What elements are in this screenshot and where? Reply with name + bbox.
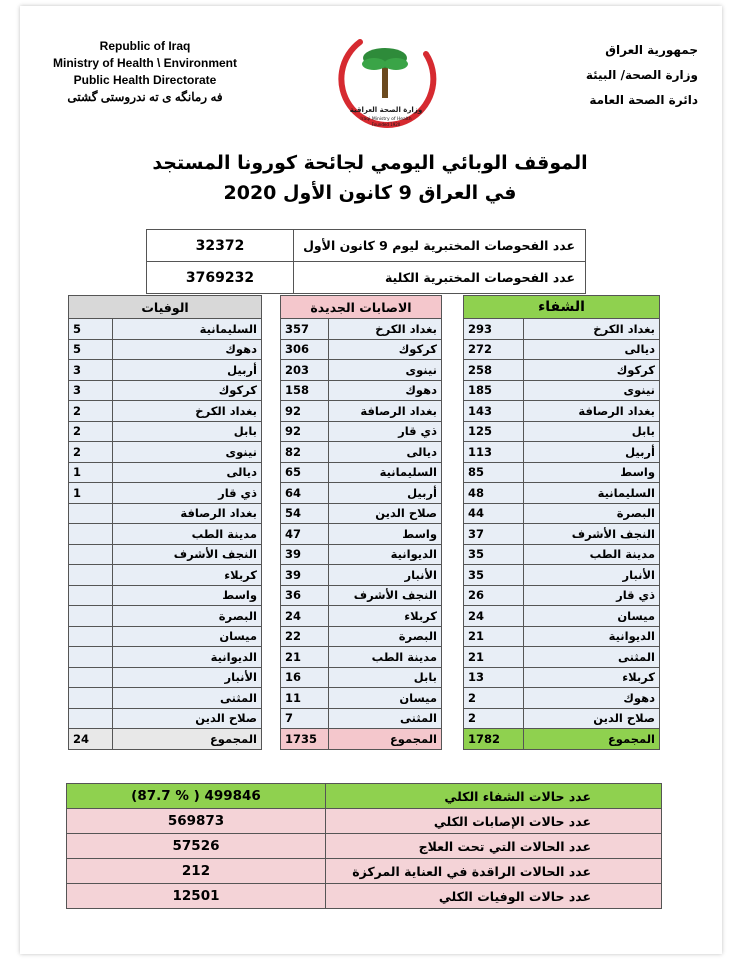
row-governorate: الأنبار xyxy=(524,565,660,586)
table-row xyxy=(281,401,442,422)
row-value: 21 xyxy=(281,647,329,668)
tests-row-total xyxy=(147,262,586,294)
row-governorate: مدينة الطب xyxy=(113,524,262,545)
row-value: 2 xyxy=(69,442,113,463)
total-row xyxy=(464,729,660,750)
table-row xyxy=(281,339,442,360)
row-value: 21 xyxy=(464,647,524,668)
row-value xyxy=(69,626,113,647)
row-governorate: ديالى xyxy=(113,462,262,483)
title-line-2: في العراق 9 كانون الأول 2020 xyxy=(223,182,517,204)
row-value: 24 xyxy=(464,606,524,627)
row-governorate: أربيل xyxy=(524,442,660,463)
table-row xyxy=(464,319,660,340)
total-label: المجموع xyxy=(329,729,442,750)
summary-row xyxy=(67,834,662,859)
row-governorate: الأنبار xyxy=(113,667,262,688)
header-ar-line: دائرة الصحة العامة xyxy=(589,93,698,107)
row-value: 306 xyxy=(281,339,329,360)
table-row xyxy=(69,524,262,545)
row-value: 2 xyxy=(69,421,113,442)
table-row xyxy=(464,442,660,463)
row-governorate: بغداد الرصافة xyxy=(524,401,660,422)
row-governorate: المثنى xyxy=(113,688,262,709)
table-row xyxy=(464,339,660,360)
row-value: 125 xyxy=(464,421,524,442)
row-governorate: أربيل xyxy=(329,483,442,504)
table-row xyxy=(281,688,442,709)
header-en-line: Ministry of Health \ Environment xyxy=(52,56,238,70)
row-governorate: الديوانية xyxy=(329,544,442,565)
table-row xyxy=(464,606,660,627)
logo-arabic-text: وزارة الصحة العراقية xyxy=(349,106,423,114)
row-value: 16 xyxy=(281,667,329,688)
row-value: 143 xyxy=(464,401,524,422)
row-governorate: النجف الأشرف xyxy=(524,524,660,545)
row-value: 272 xyxy=(464,339,524,360)
row-value: 5 xyxy=(69,339,113,360)
row-governorate: السليمانية xyxy=(113,319,262,340)
row-governorate: السليمانية xyxy=(329,462,442,483)
table-row xyxy=(464,360,660,381)
row-value: 85 xyxy=(464,462,524,483)
recoveries-header-row xyxy=(464,296,660,319)
table-row xyxy=(281,360,442,381)
row-value: 2 xyxy=(69,401,113,422)
deaths-header-row xyxy=(69,296,262,319)
table-row xyxy=(69,503,262,524)
row-governorate: كربلاء xyxy=(113,565,262,586)
tests-daily-label: عدد الفحوصات المختبرية ليوم 9 كانون الأول xyxy=(294,230,586,262)
summary-label: عدد الحالات الراقدة في العناية المركزة xyxy=(326,859,662,884)
table-row xyxy=(69,708,262,729)
table-row xyxy=(281,585,442,606)
tests-total-label: عدد الفحوصات المختبرية الكلية xyxy=(294,262,586,294)
row-governorate: نينوى xyxy=(329,360,442,381)
table-row xyxy=(69,483,262,504)
row-governorate: ذي قار xyxy=(524,585,660,606)
table-row xyxy=(464,503,660,524)
total-row xyxy=(69,729,262,750)
table-row xyxy=(281,380,442,401)
table-row xyxy=(464,626,660,647)
new-cases-header-row xyxy=(281,296,442,319)
new-cases-header: الاصابات الجديدة xyxy=(281,296,442,319)
table-row xyxy=(281,667,442,688)
logo-english-text: Iraqi Ministry of Health xyxy=(360,117,412,122)
summary-table xyxy=(66,783,662,909)
row-governorate: كركوك xyxy=(113,380,262,401)
table-row xyxy=(69,401,262,422)
row-governorate: دهوك xyxy=(524,688,660,709)
table-row xyxy=(69,626,262,647)
table-row xyxy=(464,667,660,688)
row-governorate: ميسان xyxy=(524,606,660,627)
row-governorate: ذي قار xyxy=(113,483,262,504)
tests-daily-value: 32372 xyxy=(147,230,294,262)
row-value: 35 xyxy=(464,565,524,586)
table-row xyxy=(464,524,660,545)
row-value: 185 xyxy=(464,380,524,401)
row-governorate: النجف الأشرف xyxy=(113,544,262,565)
table-row xyxy=(464,421,660,442)
row-value: 113 xyxy=(464,442,524,463)
row-governorate: صلاح الدين xyxy=(113,708,262,729)
row-governorate: ديالى xyxy=(329,442,442,463)
row-value: 13 xyxy=(464,667,524,688)
row-value: 48 xyxy=(464,483,524,504)
row-value xyxy=(69,585,113,606)
header-ar-line: جمهورية العراق xyxy=(605,43,698,57)
deaths-header: الوفيات xyxy=(69,296,262,319)
table-row xyxy=(69,688,262,709)
row-value xyxy=(69,544,113,565)
row-value: 54 xyxy=(281,503,329,524)
table-row xyxy=(281,647,442,668)
row-governorate: الديوانية xyxy=(524,626,660,647)
summary-value: 12501 xyxy=(67,884,326,909)
row-value: 24 xyxy=(281,606,329,627)
row-value: 3 xyxy=(69,380,113,401)
row-value: 22 xyxy=(281,626,329,647)
row-governorate: بغداد الكرخ xyxy=(524,319,660,340)
deaths-table xyxy=(68,295,262,750)
table-row xyxy=(69,585,262,606)
row-governorate: ميسان xyxy=(113,626,262,647)
total-label: المجموع xyxy=(524,729,660,750)
row-governorate: بغداد الرصافة xyxy=(329,401,442,422)
row-governorate: البصرة xyxy=(524,503,660,524)
row-value xyxy=(69,708,113,729)
row-value xyxy=(69,503,113,524)
row-governorate: كركوك xyxy=(329,339,442,360)
row-governorate: المثنى xyxy=(329,708,442,729)
row-governorate: السليمانية xyxy=(524,483,660,504)
title-line-1: الموقف الوبائي اليومي لجائحة كورونا المستجد xyxy=(152,152,588,174)
row-governorate: ديالى xyxy=(524,339,660,360)
row-value: 36 xyxy=(281,585,329,606)
table-row xyxy=(464,462,660,483)
row-value xyxy=(69,565,113,586)
row-value xyxy=(69,524,113,545)
ministry-logo xyxy=(330,24,440,134)
row-governorate: بغداد الرصافة xyxy=(113,503,262,524)
total-value: 1782 xyxy=(464,729,524,750)
row-governorate: المثنى xyxy=(524,647,660,668)
header-en-line: Republic of Iraq xyxy=(99,39,191,53)
table-row xyxy=(69,319,262,340)
table-row xyxy=(281,442,442,463)
table-row xyxy=(69,380,262,401)
header-english xyxy=(30,38,260,106)
summary-row xyxy=(67,859,662,884)
row-governorate: دهوك xyxy=(329,380,442,401)
row-value: 357 xyxy=(281,319,329,340)
summary-label: عدد حالات الإصابات الكلي xyxy=(326,809,662,834)
row-governorate: مدينة الطب xyxy=(329,647,442,668)
summary-value: 212 xyxy=(67,859,326,884)
row-governorate: بغداد الكرخ xyxy=(329,319,442,340)
row-governorate: البصرة xyxy=(113,606,262,627)
table-row xyxy=(464,483,660,504)
row-value: 158 xyxy=(281,380,329,401)
palm-leaf-left xyxy=(362,58,386,70)
table-row xyxy=(69,544,262,565)
table-row xyxy=(464,708,660,729)
summary-label: عدد حالات الشفاء الكلي xyxy=(326,784,662,809)
row-value: 21 xyxy=(464,626,524,647)
row-governorate: واسط xyxy=(113,585,262,606)
summary-row xyxy=(67,809,662,834)
tests-row-daily xyxy=(147,230,586,262)
table-row xyxy=(464,380,660,401)
header-arabic xyxy=(498,38,698,113)
table-row xyxy=(281,606,442,627)
table-row xyxy=(281,503,442,524)
row-value: 64 xyxy=(281,483,329,504)
row-governorate: أربيل xyxy=(113,360,262,381)
table-row xyxy=(464,688,660,709)
tests-table xyxy=(146,229,586,294)
row-value: 203 xyxy=(281,360,329,381)
table-row xyxy=(69,360,262,381)
row-governorate: كربلاء xyxy=(329,606,442,627)
row-value: 65 xyxy=(281,462,329,483)
row-value: 11 xyxy=(281,688,329,709)
tests-total-value: 3769232 xyxy=(147,262,294,294)
row-value xyxy=(69,647,113,668)
table-row xyxy=(69,462,262,483)
summary-value: 569873 xyxy=(67,809,326,834)
summary-label: عدد حالات الوفيات الكلي xyxy=(326,884,662,909)
table-row xyxy=(464,544,660,565)
palm-trunk-icon xyxy=(382,64,388,98)
table-row xyxy=(69,565,262,586)
row-governorate: ميسان xyxy=(329,688,442,709)
table-row xyxy=(281,524,442,545)
row-value: 39 xyxy=(281,544,329,565)
new-cases-table xyxy=(280,295,442,750)
summary-label: عدد الحالات التي تحت العلاج xyxy=(326,834,662,859)
row-governorate: البصرة xyxy=(329,626,442,647)
table-row xyxy=(281,708,442,729)
row-value: 1 xyxy=(69,462,113,483)
table-row xyxy=(281,421,442,442)
row-governorate: واسط xyxy=(524,462,660,483)
row-value xyxy=(69,606,113,627)
row-governorate: نينوى xyxy=(524,380,660,401)
summary-row xyxy=(67,884,662,909)
recoveries-table xyxy=(463,295,660,750)
table-row xyxy=(464,565,660,586)
row-governorate: صلاح الدين xyxy=(524,708,660,729)
row-value: 44 xyxy=(464,503,524,524)
row-governorate: النجف الأشرف xyxy=(329,585,442,606)
row-value xyxy=(69,667,113,688)
recoveries-header: الشفاء xyxy=(464,296,660,319)
row-governorate: كركوك xyxy=(524,360,660,381)
row-value: 82 xyxy=(281,442,329,463)
row-governorate: كربلاء xyxy=(524,667,660,688)
table-row xyxy=(69,339,262,360)
row-value: 92 xyxy=(281,401,329,422)
header-en-line: Public Health Directorate xyxy=(73,73,217,87)
row-governorate: الديوانية xyxy=(113,647,262,668)
table-row xyxy=(69,442,262,463)
table-row xyxy=(69,667,262,688)
row-value: 39 xyxy=(281,565,329,586)
header-kurdish-line: فه رمانگه ی ته ندروستی گشتی xyxy=(67,90,223,104)
row-value: 2 xyxy=(464,708,524,729)
row-governorate: نينوى xyxy=(113,442,262,463)
row-governorate: واسط xyxy=(329,524,442,545)
row-governorate: مدينة الطب xyxy=(524,544,660,565)
table-row xyxy=(281,565,442,586)
row-governorate: بغداد الكرخ xyxy=(113,401,262,422)
row-value: 5 xyxy=(69,319,113,340)
table-row xyxy=(281,319,442,340)
row-value: 47 xyxy=(281,524,329,545)
row-value xyxy=(69,688,113,709)
header-ar-line: وزارة الصحة/ البيئة xyxy=(585,68,698,82)
row-governorate: الأنبار xyxy=(329,565,442,586)
row-governorate: بابل xyxy=(524,421,660,442)
row-value: 26 xyxy=(464,585,524,606)
table-row xyxy=(464,401,660,422)
table-row xyxy=(464,647,660,668)
row-value: 7 xyxy=(281,708,329,729)
row-value: 1 xyxy=(69,483,113,504)
table-row xyxy=(281,544,442,565)
table-row xyxy=(281,626,442,647)
table-row xyxy=(69,606,262,627)
row-governorate: بابل xyxy=(113,421,262,442)
table-row xyxy=(464,585,660,606)
row-value: 35 xyxy=(464,544,524,565)
table-row xyxy=(69,647,262,668)
table-row xyxy=(281,483,442,504)
total-value: 1735 xyxy=(281,729,329,750)
logo-founded-text: Founded 1920 xyxy=(371,122,401,127)
row-governorate: دهوك xyxy=(113,339,262,360)
summary-value: 57526 xyxy=(67,834,326,859)
row-value: 92 xyxy=(281,421,329,442)
row-value: 2 xyxy=(464,688,524,709)
row-governorate: ذي قار xyxy=(329,421,442,442)
summary-row xyxy=(67,784,662,809)
row-value: 293 xyxy=(464,319,524,340)
summary-value: (87.7 % ) 499846 xyxy=(67,784,326,809)
total-row xyxy=(281,729,442,750)
row-governorate: صلاح الدين xyxy=(329,503,442,524)
table-row xyxy=(281,462,442,483)
total-value: 24 xyxy=(69,729,113,750)
palm-leaf-right xyxy=(384,58,408,70)
row-value: 258 xyxy=(464,360,524,381)
table-row xyxy=(69,421,262,442)
total-label: المجموع xyxy=(113,729,262,750)
row-governorate: بابل xyxy=(329,667,442,688)
row-value: 3 xyxy=(69,360,113,381)
report-title xyxy=(120,148,620,208)
row-value: 37 xyxy=(464,524,524,545)
